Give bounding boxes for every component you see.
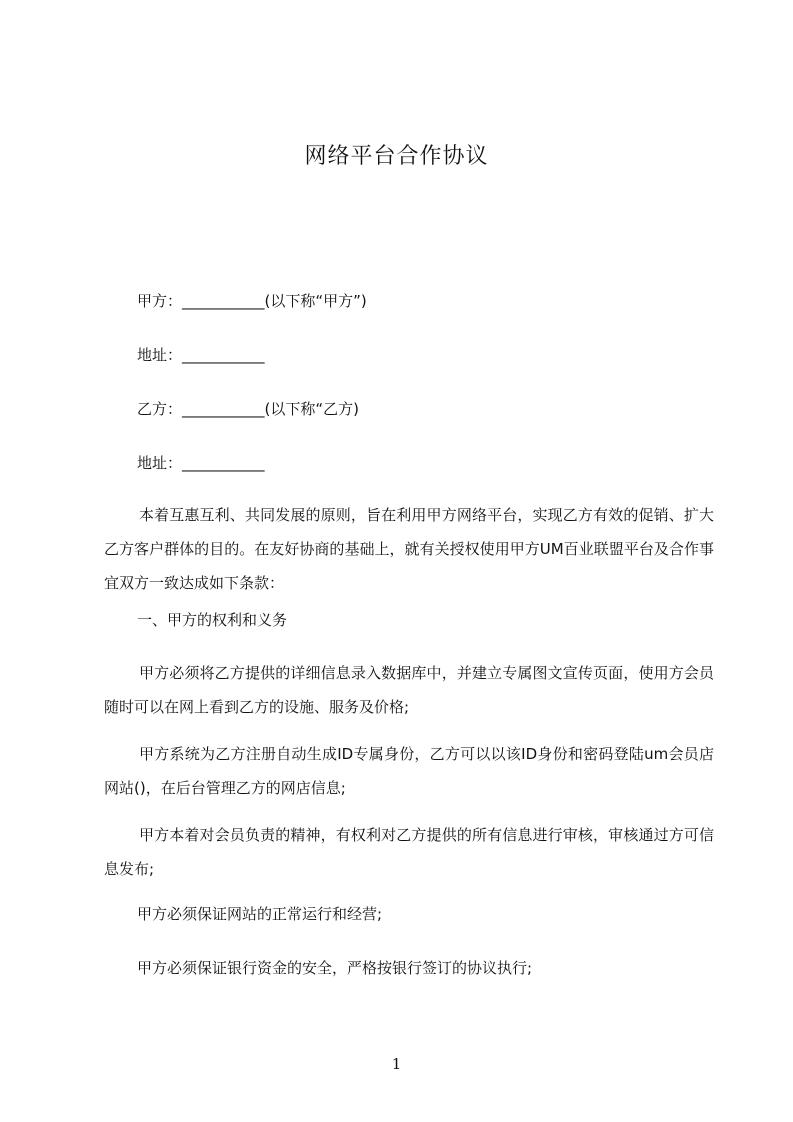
clause-1: 甲方必须将乙方提供的详细信息录入数据库中，并建立专属图文宣传页面，使用方会员随时可以在网上看到乙方的设施、服务及价格; <box>104 664 714 716</box>
clause-4: 甲方必须保证网站的正常运行和经营; <box>137 905 383 923</box>
clause-2: 甲方系统为乙方注册自动生成ID专属身份，乙方可以以该ID身份和密码登陆um会员店网站()，在后台管理乙方的网店信息; <box>104 745 714 797</box>
clause-3: 甲方本着对会员负责的精神，有权利对乙方提供的所有信息进行审核，审核通过方可信息发布; <box>104 826 714 878</box>
document-title: 网络平台合作协议 <box>304 144 489 169</box>
section-heading: 一、甲方的权利和义务 <box>137 611 288 629</box>
intro-paragraph: 本着互惠互利、共同发展的原则，旨在利用甲方网络平台，实现乙方有效的促销、扩大乙方客户群体的目的。在友好协商的基础上，就有关授权使用甲方UM百业联盟平台及合作事宜双方一致达成如下条款： <box>104 506 714 592</box>
party-b-address-field: 地址：___________ <box>137 454 265 472</box>
clause-5: 甲方必须保证银行资金的安全，严格按银行签订的协议执行; <box>137 959 533 977</box>
party-a-field: 甲方：___________(以下称“甲方”) <box>137 292 367 310</box>
party-a-address-field: 地址：___________ <box>137 346 265 364</box>
page-number: 1 <box>391 1055 402 1073</box>
party-b-field: 乙方：___________(以下称“乙方) <box>137 400 359 418</box>
